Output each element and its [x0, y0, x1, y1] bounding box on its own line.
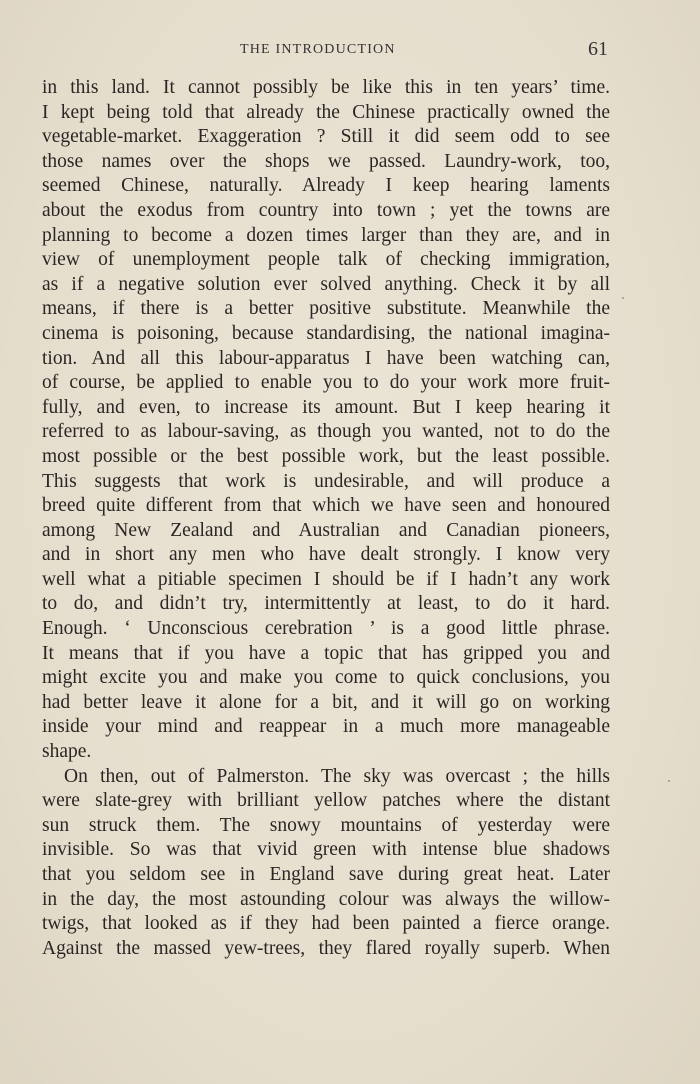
text-line: about the exodus from country into town ; yet the towns are: [42, 199, 610, 221]
text-line: sun struck them. The snowy mountains of yesterday were: [42, 814, 610, 836]
text-line: referred to as labour-saving, as though you wanted, not to do the: [42, 421, 610, 443]
text-line: seemed Chinese, naturally. Already I keep hearing laments: [42, 175, 610, 197]
text-line: tion. And all this labour-apparatus I have been watching can,: [42, 347, 610, 369]
text-line: and in short any men who have dealt strongly. I know very: [42, 544, 610, 566]
text-line: means, if there is a better positive substitute. Meanwhile the: [42, 298, 610, 320]
running-title: THE INTRODUCTION: [240, 42, 396, 57]
text-line: among New Zealand and Australian and Canadian pioneers,: [42, 519, 610, 541]
text-line: most possible or the best possible work, but the least possible.: [42, 445, 610, 467]
text-line: might excite you and make you come to quick conclusions, you: [42, 667, 610, 689]
text-line: Enough. ‘ Unconscious cerebration ’ is a good little phrase.: [42, 618, 610, 640]
text-line: were slate-grey with brilliant yellow patches where the distant: [42, 790, 610, 812]
text-line-paragraph-start: On then, out of Palmerston. The sky was overcast ; the hills: [64, 765, 610, 787]
paper-speck: [668, 780, 670, 782]
text-line: fully, and even, to increase its amount. But I keep hearing it: [42, 396, 610, 418]
text-line: those names over the shops we passed. Laundry-work, too,: [42, 150, 610, 172]
text-line: in this land. It cannot possibly be like this in ten years’ time.: [42, 77, 610, 98]
text-line: vegetable-market. Exaggeration ? Still it did seem odd to see: [42, 126, 610, 148]
text-line: as if a negative solution ever solved anything. Check it by all: [42, 273, 610, 295]
text-line: invisible. So was that vivid green with intense blue shadows: [42, 839, 610, 861]
text-line: twigs, that looked as if they had been painted a fierce orange.: [42, 913, 610, 935]
text-line: inside your mind and reappear in a much more manageable: [42, 716, 610, 738]
text-line: of course, be applied to enable you to do your work more fruit-: [42, 372, 610, 394]
text-line-paragraph-end: shape.: [42, 741, 92, 763]
text-line: It means that if you have a topic that has gripped you and: [42, 642, 610, 664]
paper-speck: [622, 297, 624, 299]
text-line: cinema is poisoning, because standardising, the national imagina-: [42, 322, 610, 344]
text-line: had better leave it alone for a bit, and it will go on working: [42, 691, 610, 713]
text-line: Against the massed yew-trees, they flared royally superb. When: [42, 937, 610, 959]
body-text: [42, 76, 610, 961]
text-line: breed quite different from that which we have seen and honoured: [42, 495, 610, 517]
text-line: to do, and didn’t try, intermittently at least, to do it hard.: [42, 593, 610, 615]
text-line: that you seldom see in England save during great heat. Later: [42, 864, 610, 885]
text-line: in the day, the most astounding colour was always the willow-: [42, 888, 610, 910]
text-line: view of unemployment people talk of checking immigration,: [42, 249, 610, 271]
text-line: planning to become a dozen times larger than they are, and in: [42, 224, 610, 246]
text-line: well what a pitiable specimen I should be if I hadn’t any work: [42, 568, 610, 590]
page-number: 61: [588, 38, 608, 60]
text-line: I kept being told that already the Chinese practically owned the: [42, 101, 610, 123]
text-line: This suggests that work is undesirable, and will produce a: [42, 470, 610, 492]
